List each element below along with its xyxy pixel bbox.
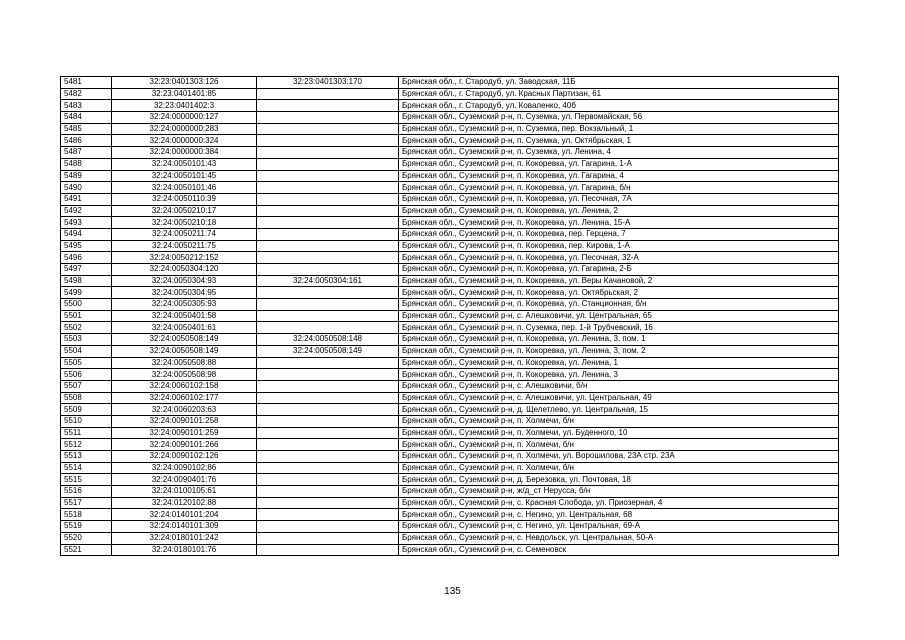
previous-cadastral-number-cell: 32:24:0050508:149 <box>257 345 399 357</box>
cadastral-number-cell: 32:24:0090102:86 <box>112 462 257 474</box>
address-cell: Брянская обл., Суземский р-н, п. Кокоревка, ул. Песочная, 7А <box>399 193 839 205</box>
table-row <box>61 158 839 170</box>
previous-cadastral-number-cell <box>257 486 399 498</box>
address-cell: Брянская обл., Суземский р-н, п. Холмечи, ул. Буденного, 10 <box>399 427 839 439</box>
address-cell: Брянская обл., Суземский р-н, п. Кокоревка, ул. Ленина, 3, пом. 1 <box>399 334 839 346</box>
table-row <box>61 497 839 509</box>
address-cell: Брянская обл., Суземский р-н, с. Алешковичи, ул. Центральная, 65 <box>399 310 839 322</box>
previous-cadastral-number-cell <box>257 380 399 392</box>
table-row <box>61 123 839 135</box>
address-cell: Брянская обл., Суземский р-н, п. Кокоревка, пер. Кирова, 1-А <box>399 240 839 252</box>
row-number-cell: 5508 <box>61 392 112 404</box>
address-cell: Брянская обл., Суземский р-н, д. Щелетлево, ул. Центральная, 15 <box>399 404 839 416</box>
address-cell: Брянская обл., Суземский р-н, п. Кокоревка, ул. Станционная, б/н <box>399 299 839 311</box>
table-row <box>61 264 839 276</box>
table-row <box>61 287 839 299</box>
row-number-cell: 5517 <box>61 497 112 509</box>
address-cell: Брянская обл., Суземский р-н, с. Алешковичи, ул. Центральная, 49 <box>399 392 839 404</box>
row-number-cell: 5486 <box>61 135 112 147</box>
cadastral-number-cell: 32:24:0050508:149 <box>112 334 257 346</box>
address-cell: Брянская обл., Суземский р-н, с. Невдольск, ул. Центральная, 50-А <box>399 532 839 544</box>
table-row <box>61 240 839 252</box>
table-row <box>61 486 839 498</box>
previous-cadastral-number-cell <box>257 497 399 509</box>
row-number-cell: 5491 <box>61 193 112 205</box>
previous-cadastral-number-cell <box>257 462 399 474</box>
table-row <box>61 427 839 439</box>
address-cell: Брянская обл., Суземский р-н, п. Кокоревка, ул. Гагарина, 1-А <box>399 158 839 170</box>
cadastral-number-cell: 32:24:0060102:177 <box>112 392 257 404</box>
previous-cadastral-number-cell <box>257 357 399 369</box>
row-number-cell: 5488 <box>61 158 112 170</box>
cadastral-number-cell: 32:24:0000000:324 <box>112 135 257 147</box>
cadastral-number-cell: 32:24:0090101:258 <box>112 415 257 427</box>
address-cell: Брянская обл., Суземский р-н, п. Суземка, пер. 1-й Трубчевский, 16 <box>399 322 839 334</box>
row-number-cell: 5521 <box>61 544 112 556</box>
cadastral-number-cell: 32:24:0050304:93 <box>112 275 257 287</box>
previous-cadastral-number-cell <box>257 509 399 521</box>
row-number-cell: 5498 <box>61 275 112 287</box>
row-number-cell: 5497 <box>61 264 112 276</box>
row-number-cell: 5514 <box>61 462 112 474</box>
address-cell: Брянская обл., Суземский р-н, п. Холмечи, б/н <box>399 439 839 451</box>
previous-cadastral-number-cell: 32:24:0050304:161 <box>257 275 399 287</box>
address-cell: Брянская обл., Суземский р-н, п. Суземка, ул. Первомайская, 56 <box>399 112 839 124</box>
table-row <box>61 369 839 381</box>
address-cell: Брянская обл., Суземский р-н, с. Негино, ул. Центральная, 68 <box>399 509 839 521</box>
address-cell: Брянская обл., г. Стародуб, ул. Коваленко, 40б <box>399 100 839 112</box>
cadastral-number-cell: 32:24:0090102:126 <box>112 451 257 463</box>
cadastral-number-cell: 32:24:0180101:76 <box>112 544 257 556</box>
address-cell: Брянская обл., Суземский р-н, п. Суземка, ул. Октябрьская, 1 <box>399 135 839 147</box>
table-row <box>61 310 839 322</box>
previous-cadastral-number-cell <box>257 205 399 217</box>
row-number-cell: 5505 <box>61 357 112 369</box>
table-row <box>61 77 839 89</box>
table-row <box>61 228 839 240</box>
cadastral-number-cell: 32:24:0140101:204 <box>112 509 257 521</box>
row-number-cell: 5504 <box>61 345 112 357</box>
table-row <box>61 147 839 159</box>
cadastral-number-cell: 32:24:0120102:88 <box>112 497 257 509</box>
address-cell: Брянская обл., Суземский р-н, п. Кокоревка, ул. Ленина, 15-А <box>399 217 839 229</box>
address-cell: Брянская обл., Суземский р-н, п. Кокоревка, ул. Гагарина, 2-Б <box>399 264 839 276</box>
address-cell: Брянская обл., Суземский р-н, п. Кокоревка, ул. Ленина, 1 <box>399 357 839 369</box>
previous-cadastral-number-cell: 32:24:0050508:148 <box>257 334 399 346</box>
cadastral-number-cell: 32:23:0401401:85 <box>112 88 257 100</box>
cadastral-number-cell: 32:24:0100105:61 <box>112 486 257 498</box>
table-row <box>61 415 839 427</box>
address-cell: Брянская обл., Суземский р-н, п. Суземка, ул. Ленина, 4 <box>399 147 839 159</box>
row-number-cell: 5499 <box>61 287 112 299</box>
previous-cadastral-number-cell <box>257 521 399 533</box>
row-number-cell: 5502 <box>61 322 112 334</box>
previous-cadastral-number-cell <box>257 170 399 182</box>
address-cell: Брянская обл., Суземский р-н, п. Суземка, пер. Вокзальный, 1 <box>399 123 839 135</box>
previous-cadastral-number-cell <box>257 112 399 124</box>
cadastral-number-cell: 32:24:0050110:39 <box>112 193 257 205</box>
table-row <box>61 170 839 182</box>
row-number-cell: 5482 <box>61 88 112 100</box>
previous-cadastral-number-cell <box>257 415 399 427</box>
row-number-cell: 5511 <box>61 427 112 439</box>
cadastral-number-cell: 32:24:0060102:158 <box>112 380 257 392</box>
cadastral-number-cell: 32:24:0050212:152 <box>112 252 257 264</box>
cadastral-number-cell: 32:24:0050101:46 <box>112 182 257 194</box>
table-row <box>61 357 839 369</box>
cadastral-number-cell: 32:24:0050401:61 <box>112 322 257 334</box>
table-row <box>61 521 839 533</box>
cadastral-number-cell: 32:24:0090401:76 <box>112 474 257 486</box>
address-cell: Брянская обл., Суземский р-н, ж/д_ст Нерусса, б/н <box>399 486 839 498</box>
row-number-cell: 5512 <box>61 439 112 451</box>
previous-cadastral-number-cell <box>257 217 399 229</box>
cadastral-number-cell: 32:24:0050211:75 <box>112 240 257 252</box>
table-row <box>61 509 839 521</box>
previous-cadastral-number-cell <box>257 100 399 112</box>
registry-table-body <box>61 77 839 556</box>
cadastral-number-cell: 32:24:0050101:45 <box>112 170 257 182</box>
table-row <box>61 462 839 474</box>
table-row <box>61 100 839 112</box>
table-row <box>61 451 839 463</box>
cadastral-number-cell: 32:24:0000000:283 <box>112 123 257 135</box>
previous-cadastral-number-cell <box>257 427 399 439</box>
previous-cadastral-number-cell <box>257 474 399 486</box>
table-row <box>61 345 839 357</box>
previous-cadastral-number-cell <box>257 532 399 544</box>
previous-cadastral-number-cell <box>257 182 399 194</box>
previous-cadastral-number-cell <box>257 123 399 135</box>
row-number-cell: 5495 <box>61 240 112 252</box>
row-number-cell: 5501 <box>61 310 112 322</box>
property-registry-table <box>60 76 839 556</box>
address-cell: Брянская обл., Суземский р-н, п. Холмечи, б/н <box>399 415 839 427</box>
previous-cadastral-number-cell <box>257 287 399 299</box>
cadastral-number-cell: 32:24:0050304:95 <box>112 287 257 299</box>
previous-cadastral-number-cell <box>257 544 399 556</box>
table-row <box>61 322 839 334</box>
previous-cadastral-number-cell <box>257 228 399 240</box>
table-row <box>61 474 839 486</box>
address-cell: Брянская обл., Суземский р-н, п. Кокоревка, ул. Ленина, 2 <box>399 205 839 217</box>
previous-cadastral-number-cell <box>257 299 399 311</box>
address-cell: Брянская обл., Суземский р-н, п. Холмечи, ул. Ворошилова, 23А стр. 23А <box>399 451 839 463</box>
previous-cadastral-number-cell <box>257 451 399 463</box>
table-row <box>61 404 839 416</box>
address-cell: Брянская обл., Суземский р-н, п. Кокоревка, ул. Ленина, 3, пом. 2 <box>399 345 839 357</box>
row-number-cell: 5500 <box>61 299 112 311</box>
previous-cadastral-number-cell <box>257 135 399 147</box>
row-number-cell: 5503 <box>61 334 112 346</box>
cadastral-number-cell: 32:24:0050210:17 <box>112 205 257 217</box>
address-cell: Брянская обл., Суземский р-н, с. Красная Слобода, ул. Приозерная, 4 <box>399 497 839 509</box>
address-cell: Брянская обл., г. Стародуб, ул. Красных Партизан, 61 <box>399 88 839 100</box>
table-row <box>61 334 839 346</box>
page-number: 135 <box>444 586 461 597</box>
previous-cadastral-number-cell <box>257 252 399 264</box>
cadastral-number-cell: 32:24:0050508:149 <box>112 345 257 357</box>
row-number-cell: 5506 <box>61 369 112 381</box>
cadastral-number-cell: 32:24:0180101:242 <box>112 532 257 544</box>
cadastral-number-cell: 32:24:0050210:18 <box>112 217 257 229</box>
address-cell: Брянская обл., Суземский р-н, п. Кокоревка, ул. Ленина, 3 <box>399 369 839 381</box>
row-number-cell: 5519 <box>61 521 112 533</box>
address-cell: Брянская обл., Суземский р-н, п. Кокоревка, ул. Гагарина, б/н <box>399 182 839 194</box>
cadastral-number-cell: 32:24:0000000:127 <box>112 112 257 124</box>
previous-cadastral-number-cell <box>257 322 399 334</box>
address-cell: Брянская обл., Суземский р-н, с. Семеновск <box>399 544 839 556</box>
row-number-cell: 5496 <box>61 252 112 264</box>
address-cell: Брянская обл., Суземский р-н, д. Березовка, ул. Почтовая, 18 <box>399 474 839 486</box>
previous-cadastral-number-cell <box>257 147 399 159</box>
address-cell: Брянская обл., Суземский р-н, п. Кокоревка, ул. Веры Качановой, 2 <box>399 275 839 287</box>
previous-cadastral-number-cell: 32:23:0401303:170 <box>257 77 399 89</box>
previous-cadastral-number-cell <box>257 439 399 451</box>
previous-cadastral-number-cell <box>257 264 399 276</box>
previous-cadastral-number-cell <box>257 193 399 205</box>
row-number-cell: 5492 <box>61 205 112 217</box>
row-number-cell: 5493 <box>61 217 112 229</box>
row-number-cell: 5484 <box>61 112 112 124</box>
table-row <box>61 275 839 287</box>
previous-cadastral-number-cell <box>257 158 399 170</box>
address-cell: Брянская обл., Суземский р-н, п. Кокоревка, ул. Песочная, 32-А <box>399 252 839 264</box>
table-row <box>61 217 839 229</box>
cadastral-number-cell: 32:23:0401303:126 <box>112 77 257 89</box>
row-number-cell: 5483 <box>61 100 112 112</box>
row-number-cell: 5485 <box>61 123 112 135</box>
table-row <box>61 380 839 392</box>
table-row <box>61 182 839 194</box>
cadastral-number-cell: 32:24:0050401:58 <box>112 310 257 322</box>
table-row <box>61 193 839 205</box>
row-number-cell: 5513 <box>61 451 112 463</box>
row-number-cell: 5510 <box>61 415 112 427</box>
table-row <box>61 205 839 217</box>
cadastral-number-cell: 32:24:0050211:74 <box>112 228 257 240</box>
table-row <box>61 439 839 451</box>
row-number-cell: 5481 <box>61 77 112 89</box>
previous-cadastral-number-cell <box>257 392 399 404</box>
cadastral-number-cell: 32:24:0090101:259 <box>112 427 257 439</box>
row-number-cell: 5487 <box>61 147 112 159</box>
table-row <box>61 544 839 556</box>
cadastral-number-cell: 32:24:0140101:309 <box>112 521 257 533</box>
address-cell: Брянская обл., Суземский р-н, п. Кокоревка, ул. Октябрьская, 2 <box>399 287 839 299</box>
address-cell: Брянская обл., Суземский р-н, п. Кокоревка, пер. Герцена, 7 <box>399 228 839 240</box>
address-cell: Брянская обл., Суземский р-н, п. Кокоревка, ул. Гагарина, 4 <box>399 170 839 182</box>
previous-cadastral-number-cell <box>257 310 399 322</box>
row-number-cell: 5490 <box>61 182 112 194</box>
table-row <box>61 392 839 404</box>
row-number-cell: 5494 <box>61 228 112 240</box>
row-number-cell: 5507 <box>61 380 112 392</box>
address-cell: Брянская обл., Суземский р-н, с. Алешковичи, б/н <box>399 380 839 392</box>
row-number-cell: 5515 <box>61 474 112 486</box>
cadastral-number-cell: 32:24:0000000:384 <box>112 147 257 159</box>
cadastral-number-cell: 32:24:0050304:120 <box>112 264 257 276</box>
row-number-cell: 5509 <box>61 404 112 416</box>
cadastral-number-cell: 32:24:0050101:43 <box>112 158 257 170</box>
cadastral-number-cell: 32:24:0050508:88 <box>112 357 257 369</box>
row-number-cell: 5516 <box>61 486 112 498</box>
row-number-cell: 5489 <box>61 170 112 182</box>
previous-cadastral-number-cell <box>257 369 399 381</box>
table-row <box>61 88 839 100</box>
cadastral-number-cell: 32:24:0060203:63 <box>112 404 257 416</box>
previous-cadastral-number-cell <box>257 88 399 100</box>
table-row <box>61 112 839 124</box>
cadastral-number-cell: 32:24:0090101:266 <box>112 439 257 451</box>
previous-cadastral-number-cell <box>257 240 399 252</box>
cadastral-number-cell: 32:23:0401402:3 <box>112 100 257 112</box>
cadastral-number-cell: 32:24:0050305:93 <box>112 299 257 311</box>
table-row <box>61 252 839 264</box>
previous-cadastral-number-cell <box>257 404 399 416</box>
table-row <box>61 299 839 311</box>
address-cell: Брянская обл., г. Стародуб, ул. Заводская, 11Б <box>399 77 839 89</box>
table-row <box>61 135 839 147</box>
address-cell: Брянская обл., Суземский р-н, п. Холмечи, б/н <box>399 462 839 474</box>
row-number-cell: 5518 <box>61 509 112 521</box>
address-cell: Брянская обл., Суземский р-н, с. Негино, ул. Центральная, 69-А <box>399 521 839 533</box>
row-number-cell: 5520 <box>61 532 112 544</box>
table-row <box>61 532 839 544</box>
cadastral-number-cell: 32:24:0050508:98 <box>112 369 257 381</box>
